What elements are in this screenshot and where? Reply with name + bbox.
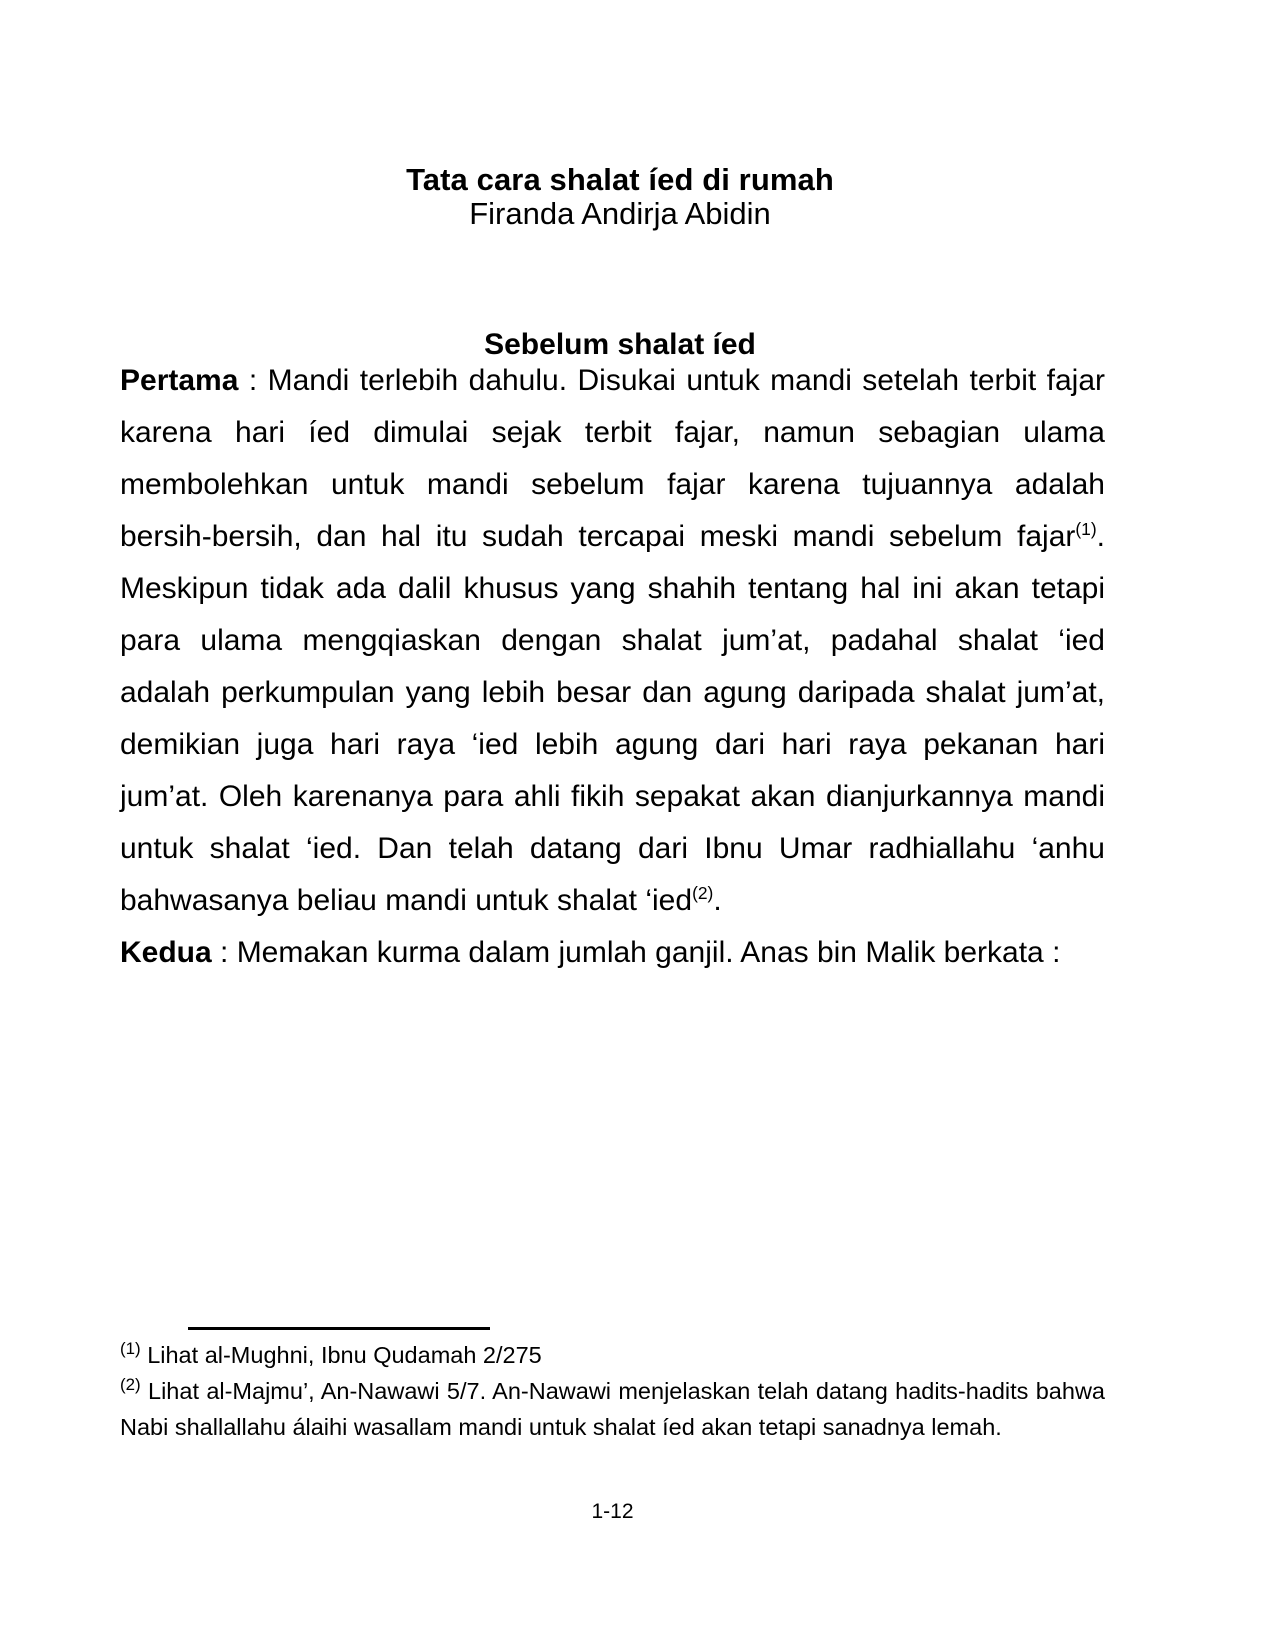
document-author: Firanda Andirja Abidin xyxy=(469,196,771,231)
footnote-text-1: Lihat al-Mughni, Ibnu Qudamah 2/275 xyxy=(140,1342,542,1368)
section-heading: Sebelum shalat íed xyxy=(484,327,756,361)
paragraph-pertama-text-3: . xyxy=(713,884,722,917)
footnote-ref-2[interactable]: (2) xyxy=(692,883,714,903)
footnote-item-1 xyxy=(120,1337,1105,1373)
page-number: 1-12 xyxy=(591,1500,634,1523)
footnote-text-2: Lihat al-Majmu’, An-Nawawi 5/7. An-Nawawi menjelaskan telah datang hadits-hadits bahwa Nabi shallallahu álaihi wasallam mandi untuk shalat íed akan tetapi sanadnya lemah. xyxy=(120,1378,1105,1440)
page-title: Tata cara shalat íed di rumah xyxy=(406,161,834,197)
paragraph-kedua xyxy=(120,927,1105,979)
paragraph-kedua-label: Kedua xyxy=(120,936,212,969)
paragraph-pertama-text-1: : Mandi terlebih dahulu. Disukai untuk mandi setelah terbit fajar karena hari íed dimulai sejak terbit fajar, namun sebagian ulama membolehkan untuk mandi sebelum fajar karena tujuannya adalah bersih-bersih, dan hal itu sudah tercapai meski mandi sebelum fajar xyxy=(120,364,1105,553)
footnote-list xyxy=(120,1337,1105,1445)
body-content xyxy=(120,355,1105,979)
paragraph-pertama-label: Pertama xyxy=(120,364,239,397)
paragraph-pertama-text-2: . Meskipun tidak ada dalil khusus yang shahih tentang hal ini akan tetapi para ulama mengqiaskan dengan shalat jum’at, padahal shalat ‘ied adalah perkumpulan yang lebih besar dan agung daripada shalat jum’at, demikian juga hari raya ‘ied lebih agung dari hari raya pekanan hari jum’at. Oleh karenanya para ahli fikih sepakat akan dianjurkannya mandi untuk shalat ‘ied. Dan telah datang dari Ibnu Umar radhiallahu ‘anhu bahwasanya beliau mandi untuk shalat ‘ied xyxy=(120,520,1105,917)
paragraph-pertama xyxy=(120,355,1105,927)
footnote-item-2 xyxy=(120,1373,1105,1445)
footnote-marker-2: (2) xyxy=(120,1375,141,1395)
footnote-marker-1: (1) xyxy=(120,1339,141,1359)
footnote-ref-1[interactable]: (1) xyxy=(1075,519,1097,539)
footnote-separator xyxy=(188,1327,490,1330)
paragraph-kedua-text: : Memakan kurma dalam jumlah ganjil. Anas bin Malik berkata : xyxy=(211,936,1061,969)
